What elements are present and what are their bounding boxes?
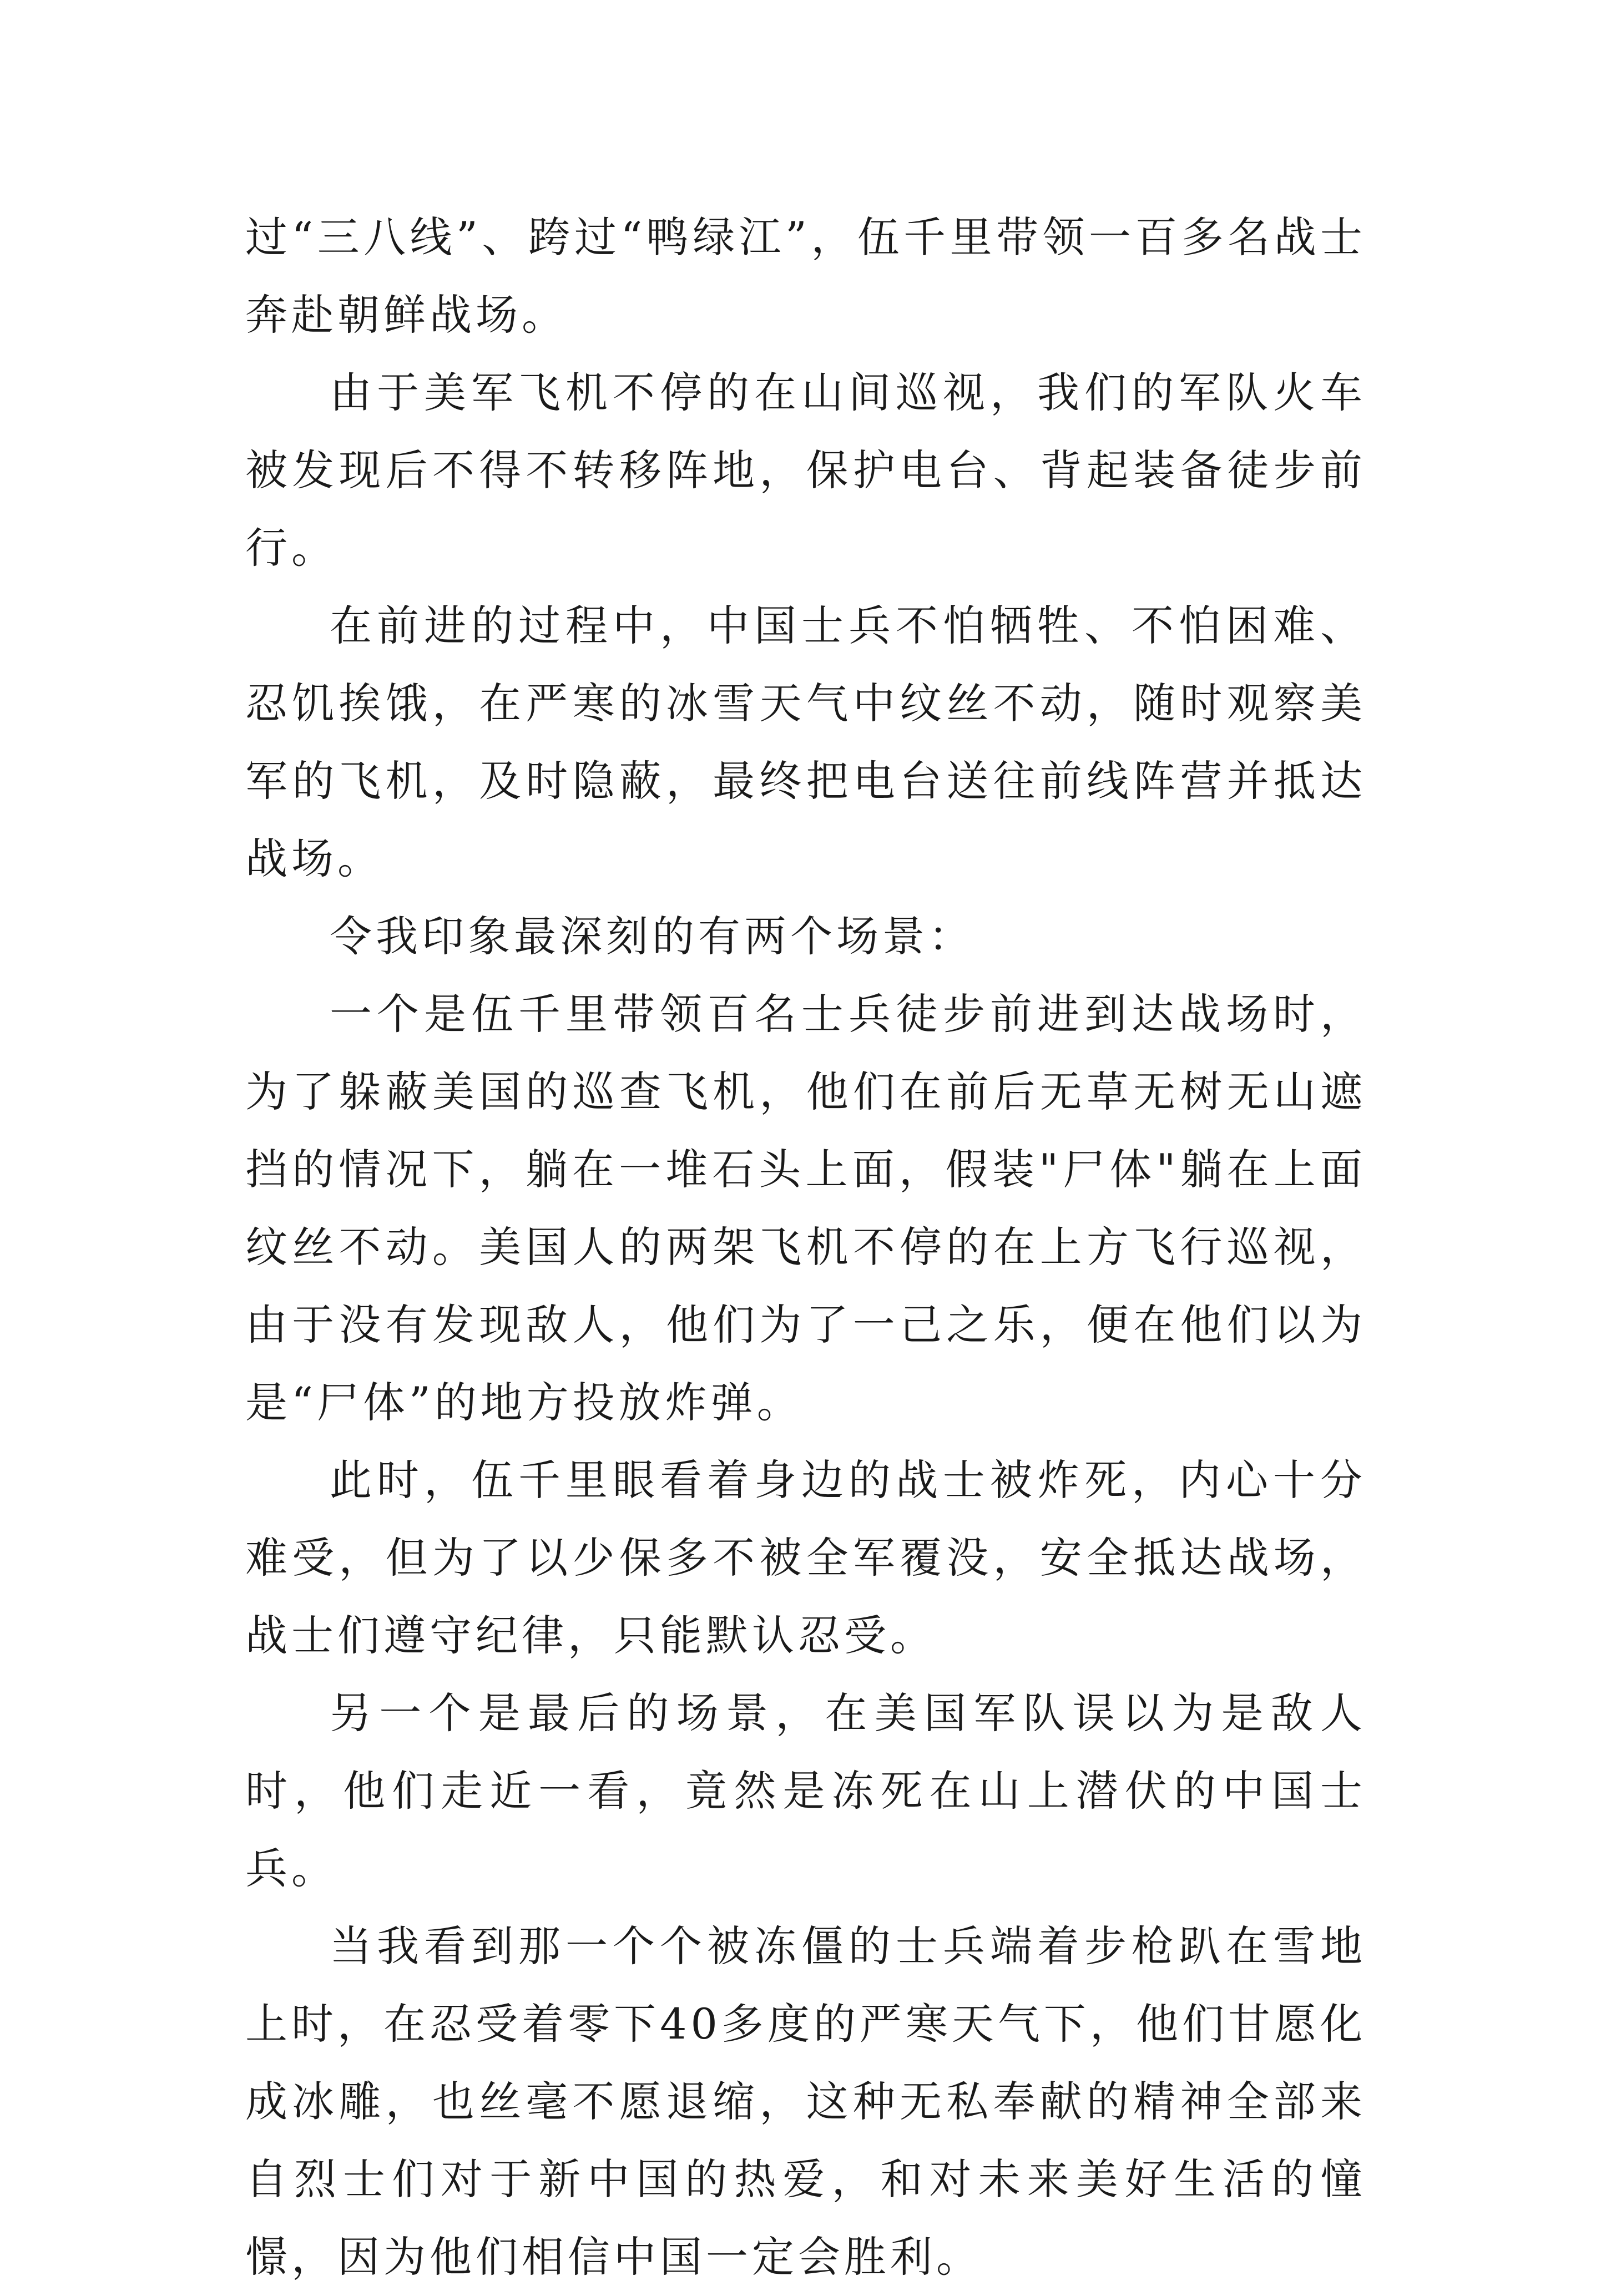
paragraph-2: 由于美军飞机不停的在山间巡视，我们的军队火车被发现后不得不转移阵地，保护电台、背起装备徒步前行。: [245, 368, 1366, 573]
paragraph-4: 令我印象最深刻的有两个场景：: [330, 912, 974, 961]
paragraph-6: 此时，伍千里眼看着身边的战士被炸死，内心十分难受，但为了以少保多不被全军覆没，安全抵达战场，战士们遵守纪律，只能默认忍受。: [245, 1455, 1366, 1660]
document-body: [245, 199, 1366, 2296]
paragraph-1: 过“三八线”、跨过“鸭绿江”，伍千里带领一百多名战士奔赴朝鲜战场。: [245, 213, 1366, 340]
paragraph-5: 一个是伍千里带领百名士兵徒步前进到达战场时，为了躲蔽美国的巡查飞机，他们在前后无草无树无山遮挡的情况下，躺在一堆石头上面，假装"尸体"躺在上面纹丝不动。美国人的两架飞机不停的在上方飞行巡视，由于没有发现敌人，他们为了一己之乐，便在他们以为是“尸体”的地方投放炸弹。: [245, 989, 1366, 1427]
paragraph-8: 当我看到那一个个被冻僵的士兵端着步枪趴在雪地上时，在忍受着零下40多度的严寒天气下，他们甘愿化成冰雕，也丝毫不愿退缩，这种无私奉献的精神全部来自烈士们对于新中国的热爱，和对未来美好生活的憧憬，因为他们相信中国一定会胜利。: [245, 1921, 1366, 2282]
paragraph-7: 另一个是最后的场景，在美国军队误以为是敌人时，他们走近一看，竟然是冻死在山上潜伏的中国士兵。: [245, 1688, 1366, 1893]
paragraph-3: 在前进的过程中，中国士兵不怕牺牲、不怕困难、忍饥挨饿，在严寒的冰雪天气中纹丝不动，随时观察美军的飞机，及时隐蔽，最终把电台送往前线阵营并抵达战场。: [245, 601, 1366, 883]
